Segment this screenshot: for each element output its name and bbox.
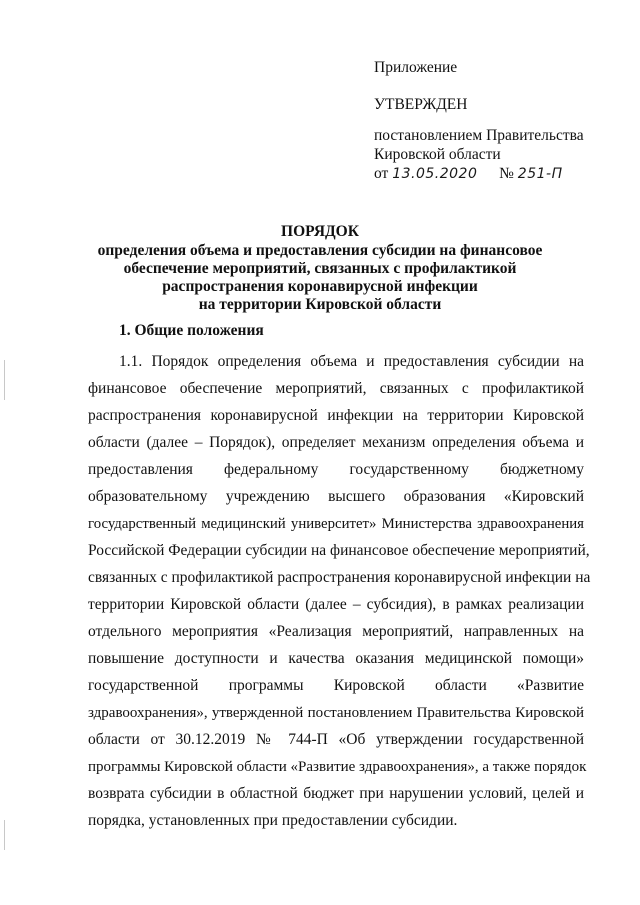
paragraph-line: распространения коронавирусной инфекции на территории Кировской	[88, 407, 584, 424]
paragraph-line: возврата субсидии в областной бюджет при нарушении условий, целей и	[88, 785, 584, 802]
document-subtitle-line: на территории Кировской области	[198, 296, 442, 313]
paragraph-line: области (далее – Порядок), определяет механизм определения объема и	[88, 434, 584, 451]
decree-number-handwritten: 251-П	[517, 166, 563, 182]
document-title: ПОРЯДОК	[281, 223, 359, 240]
document-subtitle-line: определения объема и предоставления субсидии на финансовое	[97, 242, 543, 259]
decree-date-handwritten: 13.05.2020	[392, 166, 478, 182]
paragraph-line: отдельного мероприятия «Реализация мероприятий, направленных на	[88, 623, 584, 640]
paragraph-line: Российской Федерации субсидии на финансовое обеспечение мероприятий,	[88, 542, 590, 559]
paragraph-line: порядка, установленных при предоставлении субсидии.	[88, 812, 458, 829]
section-heading: 1. Общие положения	[119, 322, 264, 339]
paragraph-line: здравоохранения», утвержденной постановлением Правительства Кировской	[88, 705, 584, 721]
decree-line-1: постановлением Правительства	[374, 127, 584, 144]
paragraph-line: 1.1. Порядок определения объема и предоставления субсидии на	[119, 353, 584, 370]
date-prefix: от	[374, 165, 389, 182]
approved-label: УТВЕРЖДЕН	[374, 96, 468, 113]
paragraph-line: образовательному учреждению высшего образования «Кировский	[88, 488, 584, 505]
decree-line-2: Кировской области	[374, 146, 501, 163]
document-subtitle-line: обеспечение мероприятий, связанных с профилактикой	[123, 260, 517, 277]
paragraph-line: государственный медицинский университет» Министерства здравоохранения	[88, 516, 584, 532]
scan-mark	[4, 360, 5, 400]
number-prefix: №	[499, 165, 514, 182]
paragraph-line: повышение доступности и качества оказания медицинской помощи»	[88, 650, 584, 667]
paragraph-line: финансовое обеспечение мероприятий, связанных с профилактикой	[88, 380, 584, 397]
paragraph-line: области от 30.12.2019 № 744-П «Об утверждении государственной	[88, 731, 584, 748]
decree-date-number	[374, 164, 563, 184]
paragraph-line: предоставления федеральному государственному бюджетному	[88, 461, 584, 478]
paragraph-line: территории Кировской области (далее – субсидия), в рамках реализации	[88, 596, 584, 613]
paragraph-line: программы Кировской области «Развитие здравоохранения», а также порядок	[88, 759, 587, 775]
appendix-label: Приложение	[374, 59, 458, 76]
scan-mark	[4, 820, 5, 850]
paragraph-line: государственной программы Кировской области «Развитие	[88, 677, 584, 694]
paragraph-line: связанных с профилактикой распространения коронавирусной инфекции на	[88, 569, 591, 586]
document-subtitle-line: распространения коронавирусной инфекции	[162, 278, 478, 295]
